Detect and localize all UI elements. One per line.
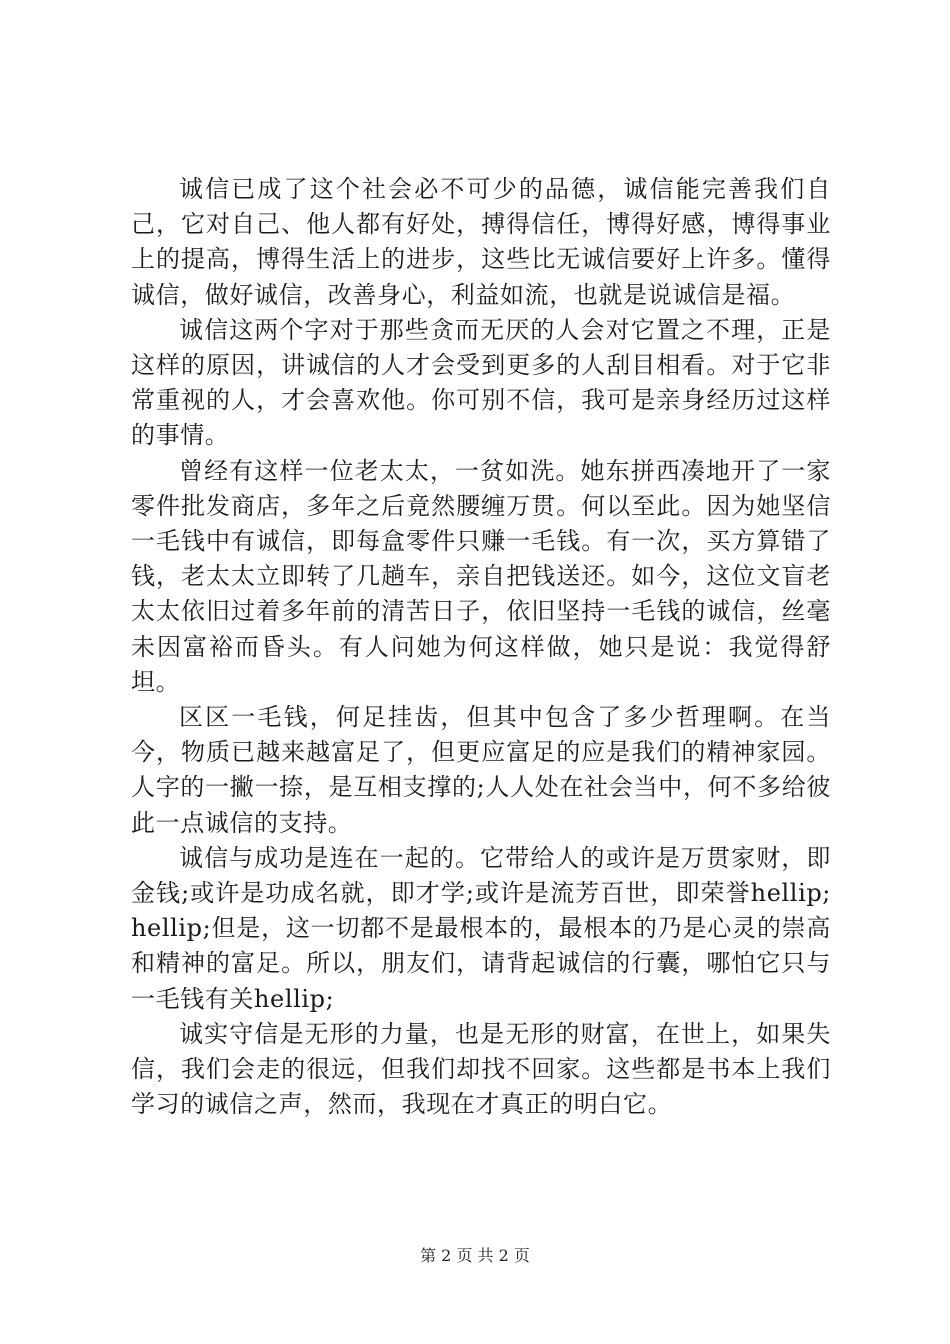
paragraph: 区区一毛钱，何足挂齿，但其中包含了多少哲理啊。在当今，物质已越来越富足了，但更应富足的应是我们的精神家园。人字的一撇一捺，是互相支撑的;人人处在社会当中，何不多给彼此一点诚信的支持。 — [131, 703, 831, 837]
paragraph: 诚信与成功是连在一起的。它带给人的或许是万贯家财，即金钱;或许是功成名就，即才学;或许是流芳百世，即荣誉hellip;hellip;但是，这一切都不是最根本的，最根本的乃是心灵的崇高和精神的富足。所以，朋友们，请背起诚信的行囊，哪怕它只与一毛钱有关hellip; — [131, 843, 831, 1013]
paragraph: 诚实守信是无形的力量，也是无形的财富，在世上，如果失信，我们会走的很远，但我们却找不回家。这些都是书本上我们学习的诚信之声，然而，我现在才真正的明白它。 — [131, 1019, 831, 1119]
page-number-footer: 第 2 页 共 2 页 — [420, 1246, 530, 1265]
paragraph: 曾经有这样一位老太太，一贫如洗。她东拼西凑地开了一家零件批发商店，多年之后竟然腰缠万贯。何以至此。因为她坚信一毛钱中有诚信，即每盒零件只赚一毛钱。有一次，买方算错了钱，老太太立即转了几趟车，亲自把钱送还。如今，这位文盲老太太依旧过着多年前的清苦日子，依旧坚持一毛钱的诚信，丝毫未因富裕而昏头。有人问她为何这样做，她只是说：我觉得舒坦。 — [131, 456, 831, 696]
paragraph: 诚信这两个字对于那些贪而无厌的人会对它置之不理，正是这样的原因，讲诚信的人才会受到更多的人刮目相看。对于它非常重视的人，才会喜欢他。你可别不信，我可是亲身经历过这样的事情。 — [131, 315, 831, 450]
paragraph: 诚信已成了这个社会必不可少的品德，诚信能完善我们自己，它对自己、他人都有好处，搏得信任，博得好感，博得事业上的提高，博得生活上的进步，这些比无诚信要好上许多。懂得诚信，做好诚信，改善身心，利益如流，也就是说诚信是福。 — [131, 175, 831, 309]
document-body — [131, 172, 831, 1122]
